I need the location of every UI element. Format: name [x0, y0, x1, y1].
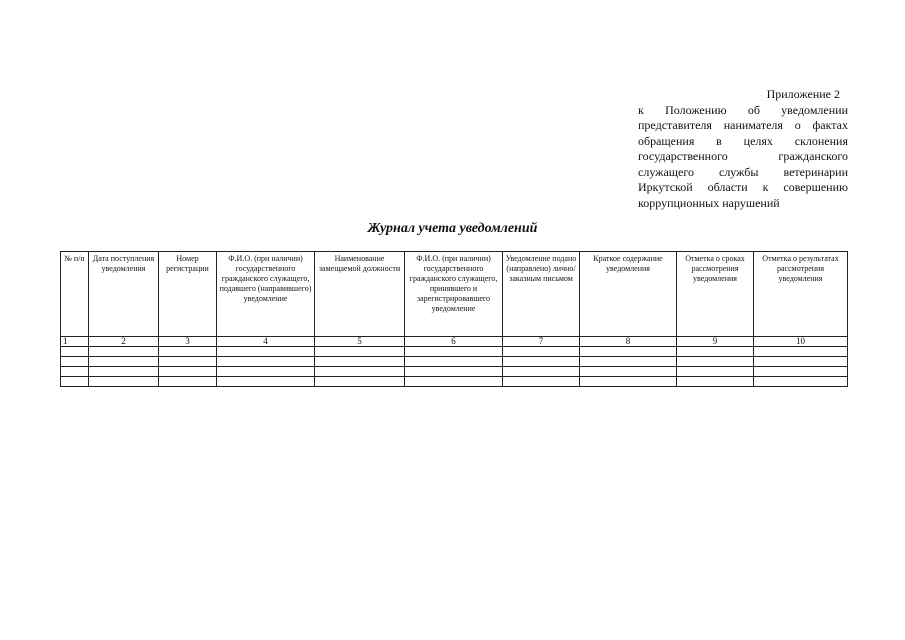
column-header: Отметка о сроках рассмотрения уведомления	[677, 252, 754, 337]
table-cell	[677, 377, 754, 387]
table-cell	[405, 377, 503, 387]
table-cell	[580, 367, 677, 377]
column-number: 7	[503, 337, 580, 347]
journal-title: Журнал учета уведомлений	[367, 221, 538, 236]
column-number: 10	[754, 337, 848, 347]
column-header: Дата поступления уведомления	[89, 252, 159, 337]
table-cell	[405, 347, 503, 357]
table-cell	[677, 357, 754, 367]
table-cell	[580, 347, 677, 357]
column-header: № п/п	[61, 252, 89, 337]
table-cell	[159, 367, 217, 377]
appendix-number: Приложение 2	[766, 87, 840, 101]
column-number: 9	[677, 337, 754, 347]
table-cell	[217, 357, 315, 367]
table-cell	[159, 347, 217, 357]
table-cell	[217, 347, 315, 357]
table-cell	[580, 357, 677, 367]
table-cell	[754, 347, 848, 357]
column-number: 4	[217, 337, 315, 347]
table-cell	[315, 347, 405, 357]
table-cell	[217, 377, 315, 387]
column-header: Номер регистрации	[159, 252, 217, 337]
table-cell	[315, 367, 405, 377]
table-cell	[503, 347, 580, 357]
table-cell	[61, 357, 89, 367]
appendix-block	[638, 87, 848, 211]
table-cell	[315, 357, 405, 367]
table-cell	[503, 377, 580, 387]
table-cell	[754, 377, 848, 387]
column-number: 6	[405, 337, 503, 347]
table-row	[61, 367, 848, 377]
table-cell	[315, 377, 405, 387]
table-cell	[754, 357, 848, 367]
table-cell	[89, 367, 159, 377]
column-header: Ф.И.О. (при наличии) государственного гражданского служащего, принявшего и зарегистрировавшего уведомление	[405, 252, 503, 337]
column-header: Наименование замещаемой должности	[315, 252, 405, 337]
table-header-row	[61, 252, 848, 337]
table-cell	[503, 367, 580, 377]
table-cell	[754, 367, 848, 377]
column-number-row	[61, 337, 848, 347]
table-row	[61, 377, 848, 387]
table-cell	[405, 357, 503, 367]
column-header: Ф.И.О. (при наличии) государственного гражданского служащего, подавшего (направившего) уведомление	[217, 252, 315, 337]
column-number: 5	[315, 337, 405, 347]
table-cell	[61, 367, 89, 377]
table-cell	[159, 377, 217, 387]
table-cell	[677, 347, 754, 357]
column-header: Краткое содержание уведомления	[580, 252, 677, 337]
table-cell	[89, 357, 159, 367]
column-number: 2	[89, 337, 159, 347]
table-row	[61, 357, 848, 367]
column-header: Уведомление подано (направлено) лично/заказным письмом	[503, 252, 580, 337]
column-number: 1	[61, 337, 89, 347]
table-cell	[61, 377, 89, 387]
table-cell	[89, 377, 159, 387]
table-cell	[677, 367, 754, 377]
journal-table	[60, 251, 848, 387]
table-cell	[89, 347, 159, 357]
column-number: 3	[159, 337, 217, 347]
table-cell	[580, 377, 677, 387]
table-cell	[217, 367, 315, 377]
table-cell	[405, 367, 503, 377]
table-cell	[503, 357, 580, 367]
column-header: Отметка о результатах рассмотрения уведомления	[754, 252, 848, 337]
table-cell	[61, 347, 89, 357]
table-row	[61, 347, 848, 357]
appendix-text: к Положению об уведомлении представителя нанимателя о фактах обращения в целях склонения государственного гражданского служащего службы ветеринарии Иркутской области к совершению коррупционных нарушений	[638, 102, 848, 210]
column-number: 8	[580, 337, 677, 347]
table-cell	[159, 357, 217, 367]
